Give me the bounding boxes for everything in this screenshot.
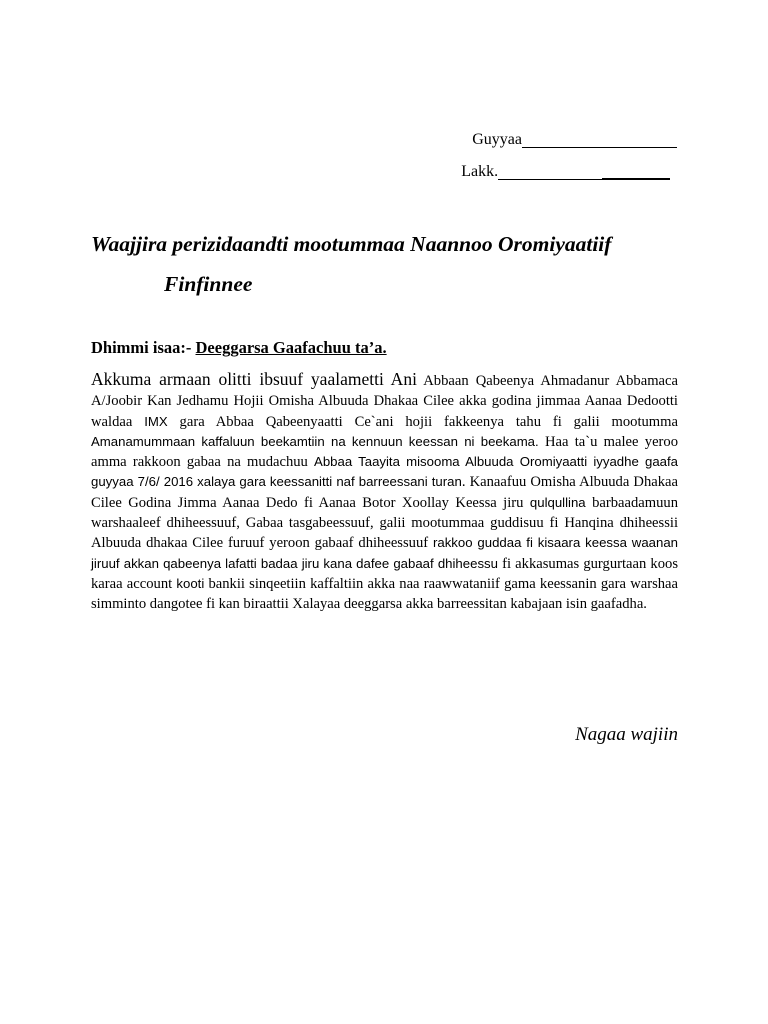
addressee-line-1: Waajjira perizidaandti mootummaa Naannoo Oromiyaatiif bbox=[91, 232, 612, 256]
addressee-line-2: Finfinnee bbox=[164, 272, 253, 296]
subject-value: Deeggarsa Gaafachuu ta’a. bbox=[195, 338, 387, 357]
date-label: Guyyaa bbox=[472, 131, 522, 148]
letter-body bbox=[91, 369, 678, 615]
reference-number-label: Lakk. bbox=[461, 163, 499, 180]
body-text-9: barbaadamuun warshaaleef dhiheessuuf, Gabaa tasgabeessuuf, galii mootummaa guddisuu fi Hanqina dhiheessii Albuuda dhakaa Cilee furuuf yeroon gabaaf dhiheessuuf bbox=[91, 494, 678, 552]
reference-number-line bbox=[461, 160, 677, 180]
body-text-11: fi akkasumas gurgurtaan koos karaa account bbox=[91, 555, 679, 592]
body-text-5: Haa ta`u malee yeroo amma rakkoon gabaa na mudachuu bbox=[91, 433, 679, 471]
body-text-7: . Kanaafuu Omisha Albuuda Dhakaa Cilee Godina Jimma Aanaa Dedo fi Aanaa Botor Xoollay Keessa jiru bbox=[91, 474, 678, 511]
body-text-12: kooti bbox=[176, 575, 205, 591]
date-line bbox=[461, 128, 677, 148]
reference-number-blank bbox=[498, 165, 670, 180]
subject-label: Dhimmi isaa:- bbox=[91, 338, 192, 357]
body-text-3: gara Abbaa Qabeenyaatti Ce`ani hojii fakkeenya tahu fi galii mootumma bbox=[167, 413, 678, 430]
body-text-6: Abbaa Taayita misooma Albuuda Oromiyaatti iyyadhe gaafa guyyaa 7/6/ 2016 xalaya gara keessanitti naf barreessani turan bbox=[91, 454, 679, 490]
body-text-2: IMX bbox=[144, 413, 168, 429]
body-text-1: Abbaan Qabeenya Ahmadanur Abbamaca A/Joobir Kan Jedhamu Hojii Omisha Albuuda Dhakaa Cilee akka godina jimmaa Aanaa Dedootti waldaa bbox=[91, 373, 678, 430]
body-text-4: Amanamummaan kaffaluun beekamtiin na kennuun keessan ni beekama. bbox=[91, 433, 539, 449]
body-text-13: bankii sinqeetiin kaffaltiin akka naa raawwataniif gama keessanin gara warshaa simminto dangotee fi kan biraattii Xalayaa deeggarsa akka barreessitan kabajaan isin gaafadha. bbox=[91, 575, 679, 613]
addressee bbox=[91, 224, 691, 304]
closing-salutation: Nagaa wajiin bbox=[575, 724, 678, 745]
body-text-8: qulqullina bbox=[529, 494, 586, 510]
subject-line bbox=[91, 338, 387, 358]
date-blank bbox=[522, 133, 677, 148]
reference-block bbox=[461, 128, 677, 180]
body-text-10: rakkoo guddaa fi kisaara keessa waanan jiruuf akkan qabeenya lafatti badaa jiru kana dafee gabaaf dhiheessu bbox=[91, 535, 678, 571]
body-lead: Akkuma armaan olitti ibsuuf yaalametti Ani bbox=[91, 369, 417, 389]
